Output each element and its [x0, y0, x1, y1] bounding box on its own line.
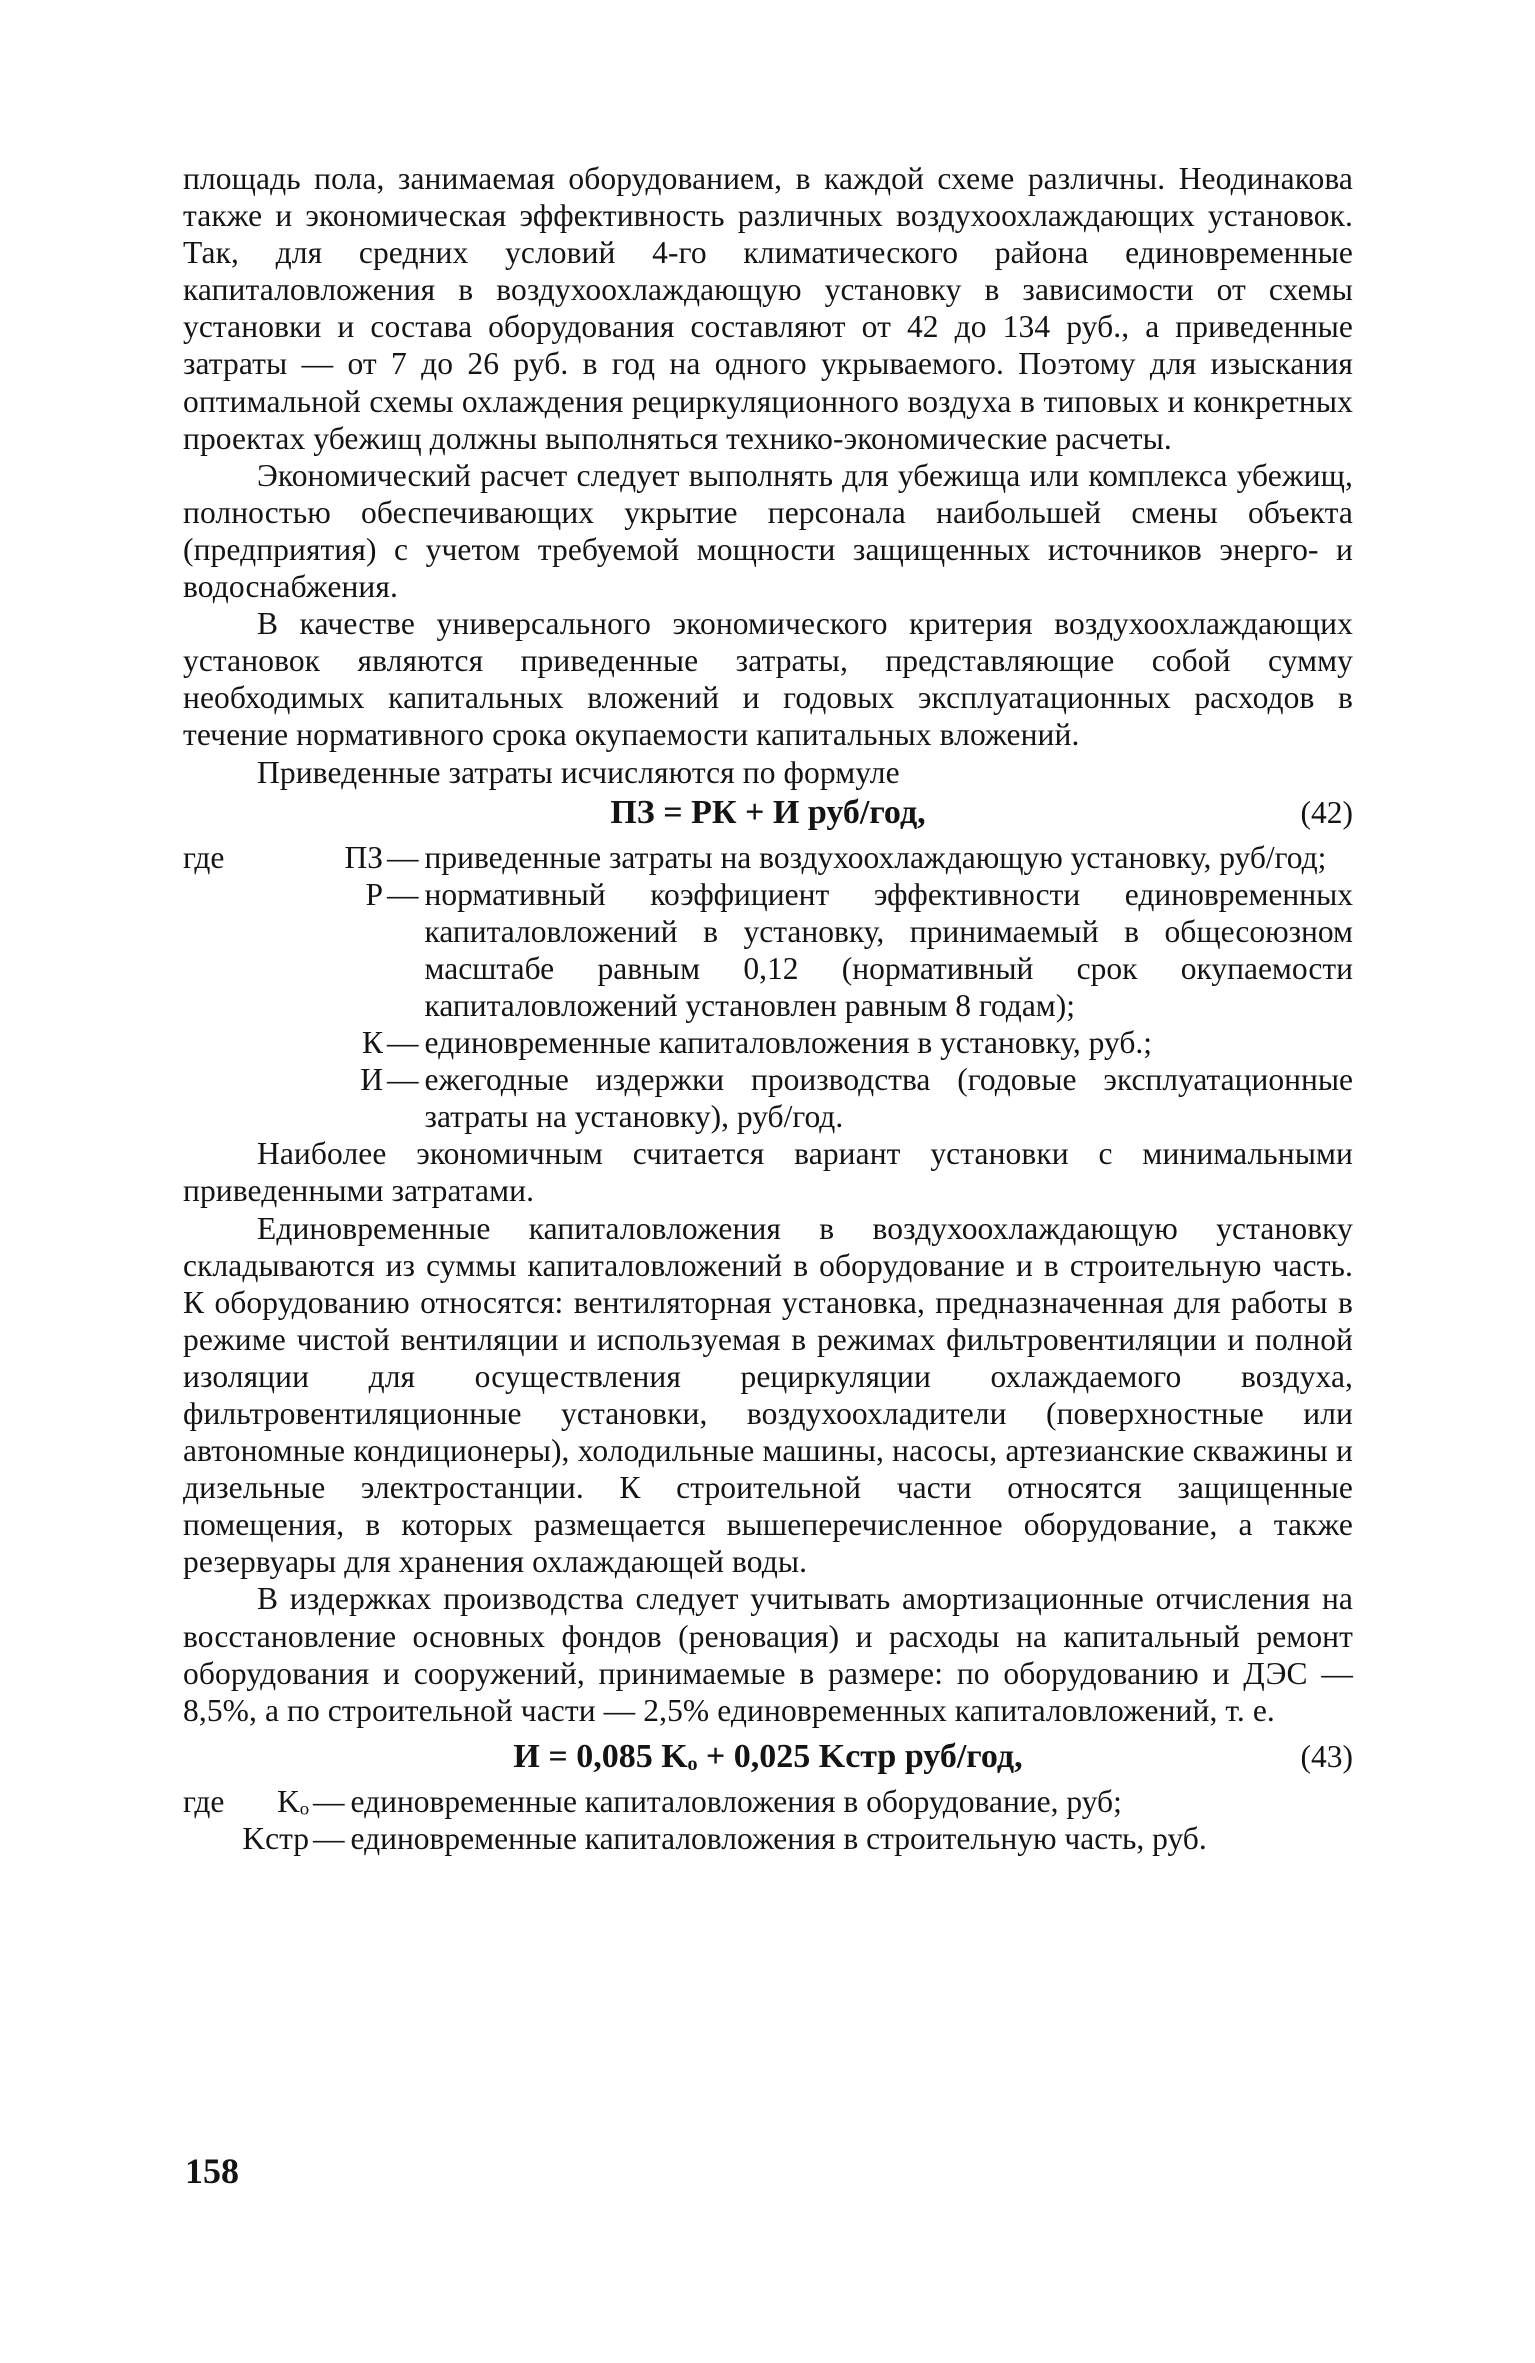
definition-symbol: И [360, 1062, 383, 1098]
formula-43-number: (43) [1300, 1738, 1353, 1774]
paragraph-4: Приведенные затраты исчисляются по формуле [257, 754, 900, 790]
formula-43-expression: И = 0,085 Kₒ + 0,025 Kстр руб/год, [513, 1737, 1023, 1775]
formula-42-number: (42) [1300, 794, 1353, 830]
paragraph-3: В качестве универсального экономического критерия воздухоохлаждающих установок являются приведенные затраты, представляющие собой сумму необходимых капитальных вложений и годовых эксплуатационных расходов в течение нормативного срока окупаемости капитальных вложений. [183, 606, 1353, 753]
formula-42-expression: ПЗ = РК + И руб/год, [610, 793, 926, 831]
paragraph-7: В издержках производства следует учитывать амортизационные отчисления на восстановление основных фондов (реновация) и расходы на капитальный ремонт оборудования и сооружений, принимаемые в размере: по оборудованию и ДЭС — 8,5%, а по строительной части — 2,5% единовременных капиталовложений, т. е. [183, 1581, 1353, 1728]
formula-43 [183, 1735, 1353, 1779]
definition-text: единовременные капиталовложения в установку, руб.; [424, 1025, 1152, 1061]
paragraph-2: Экономический расчет следует выполнять для убежища или комплекса убежищ, полностью обеспечивающих укрытие персонала наибольшей смены объекта (предприятия) с учетом требуемой мощности защищенных источников энерго- и водоснабжения. [183, 457, 1353, 605]
definition-symbol: ПЗ [344, 839, 383, 875]
definition-symbol: Kстр [242, 1820, 309, 1856]
definition-item: Р — нормативный коэффициент эффективности единовременных капиталовложений в установку, принимаемый в общесоюзном масштабе равным 0,12 (нормативный срок окупаемости капиталовложений установлен равным 8 годам); [365, 876, 1353, 1023]
definition-item: где Kₒ — единовременные капиталовложения в оборудование, руб; [183, 1783, 1353, 1820]
definition-item: И — ежегодные издержки производства (годовые эксплуатационные затраты на установку), руб/год. [360, 1062, 1353, 1135]
definition-symbol: К [361, 1025, 383, 1061]
definition-prefix: где [183, 839, 225, 875]
definition-text: единовременные капиталовложения в оборудование, руб; [350, 1783, 1122, 1819]
definition-item: где ПЗ — приведенные затраты на воздухоохлаждающую установку, руб/год; [183, 839, 1353, 876]
definition-item: Kстр — единовременные капиталовложения в строительную часть, руб. [183, 1820, 1353, 1857]
definition-text: приведенные затраты на воздухоохлаждающую установку, руб/год; [424, 839, 1327, 875]
paragraph-1: площадь пола, занимаемая оборудованием, в каждой схеме различны. Неодинакова также и экономическая эффективность различных воздухоохлаждающих установок. Так, для средних условий 4-го климатического района единовременные капиталовложения в воздухоохлаждающую установку в зависимости от схемы установки и состава оборудования составляют от 42 до 134 руб., а приведенные затраты — от 7 до 26 руб. в год на одного укрываемого. Поэтому для изыскания оптимальной схемы охлаждения рециркуляционного воздуха в типовых и конкретных проектах убежищ должны выполняться технико-экономические расчеты. [183, 161, 1353, 456]
definitions-43 [183, 1783, 1353, 1857]
definition-text: ежегодные издержки производства (годовые эксплуатационные затраты на установку), руб/год. [424, 1062, 1353, 1135]
definition-text: единовременные капиталовложения в строительную часть, руб. [350, 1820, 1207, 1856]
definition-symbol: Р [365, 876, 383, 912]
definitions-42 [183, 839, 1353, 1136]
definition-text: нормативный коэффициент эффективности единовременных капиталовложений в установку, принимаемый в общесоюзном масштабе равным 0,12 (нормативный срок окупаемости капиталовложений установлен равным 8 годам); [424, 876, 1353, 1023]
paragraph-6: Единовременные капиталовложения в воздухоохлаждающую установку складываются из суммы капиталовложений в оборудование и в строительную часть. К оборудованию относятся: вентиляторная установка, предназначенная для работы в режиме чистой вентиляции и используемая в режимах фильтровентиляции и полной изоляции для осуществления рециркуляции охлаждаемого воздуха, фильтровентиляционные установки, воздухоохладители (поверхностные или автономные кондиционеры), холодильные машины, насосы, артезианские скважины и дизельные электростанции. К строительной части относятся защищенные помещения, в которых размещается вышеперечисленное оборудование, а также резервуары для хранения охлаждающей воды. [183, 1210, 1353, 1580]
definition-item: К — единовременные капиталовложения в установку, руб.; [183, 1024, 1353, 1061]
paragraph-5: Наиболее экономичным считается вариант установки с минимальными приведенными затратами. [183, 1136, 1353, 1209]
definition-prefix: где [183, 1783, 225, 1819]
page-number: 158 [185, 2151, 239, 2191]
page-body [183, 160, 1353, 1857]
definition-symbol: Kₒ [277, 1783, 309, 1819]
formula-42 [183, 791, 1353, 835]
